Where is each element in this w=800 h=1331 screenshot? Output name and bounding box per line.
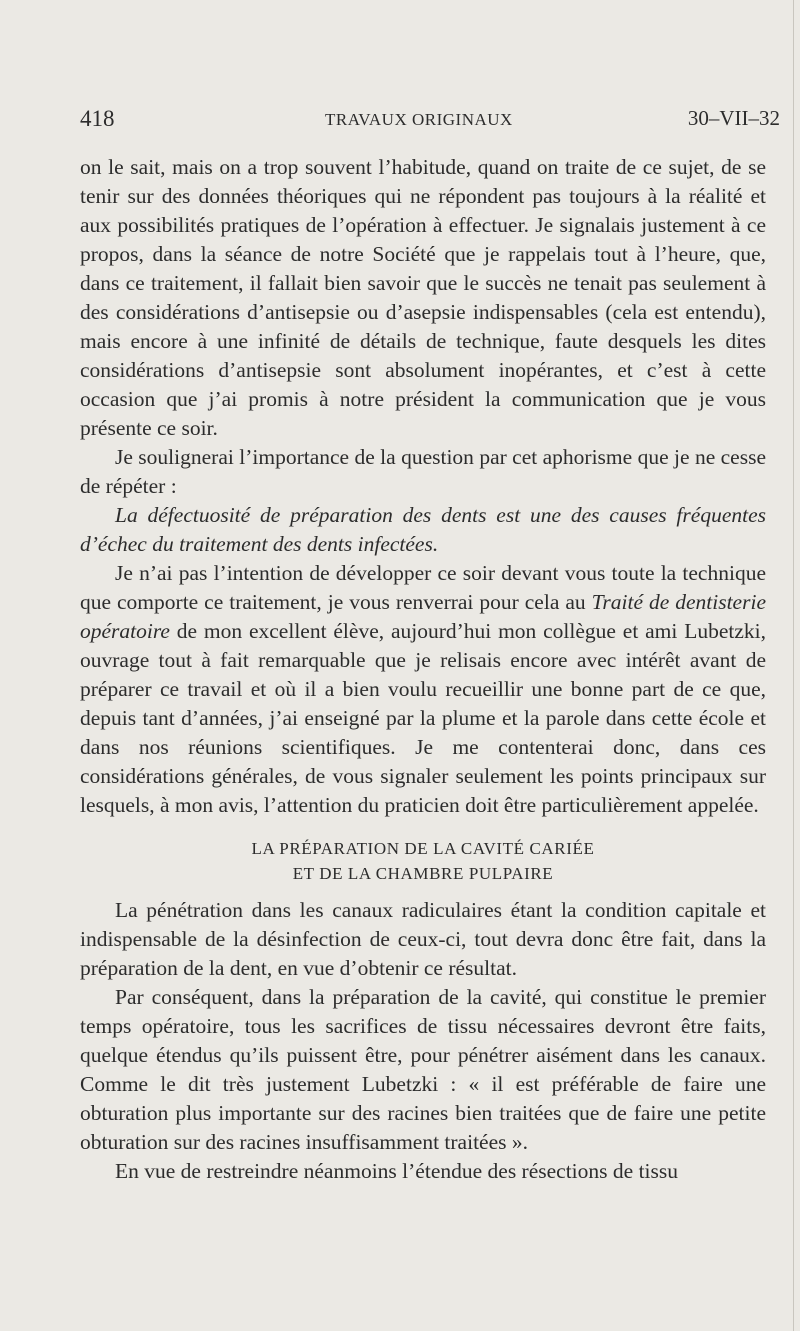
paragraph-4-end: de mon excellent élève, aujourd’hui mon collègue et ami Lubetzki, ouvrage tout à fait remarquable que je relisais encore avec intérêt avant de préparer ce travail et où il a bien voulu recueillir une bonne part de ce que, depuis tant d’années, j’ai enseigné par la plume et la parole dans cette école et dans nos réunions scientifiques. Je me contenterai donc, dans ces considérations générales, de vous signaler seulement les points principaux sur lesquels, à mon avis, l’attention du praticien doit être particulièrement appelée. [80,619,766,817]
book-title: Traité de dentisterie opératoire [80,590,766,643]
running-title: TRAVAUX ORIGINAUX [325,110,513,129]
section-heading-line-2: ET DE LA CHAMBRE PULPAIRE [292,864,554,883]
section-heading [80,836,766,886]
page-edge [793,0,794,1331]
paragraph-7: En vue de restreindre néanmoins l’étendue des résections de tissu [115,1159,678,1183]
paragraph-6: Par conséquent, dans la préparation de la cavité, qui constitue le premier temps opératoire, tous les sacrifices de tissu nécessaires devront être faits, quelque étendus qu’ils puissent être, pour pénétrer aisément dans les canaux. Comme le dit très justement Lubetzki : « il est préférable de faire une obturation plus importante sur des racines bien traitées que de faire une petite obturation sur des racines insuffisamment traitées ». [80,985,766,1154]
paragraph-4 [80,559,766,820]
body-text [80,153,766,1186]
paragraph-2: Je soulignerai l’importance de la question par cet aphorisme que je ne cesse de répéter : [80,445,766,498]
page-number: 418 [80,106,115,131]
section-heading-line-1: LA PRÉPARATION DE LA CAVITÉ CARIÉE [251,839,595,858]
paragraph-5: La pénétration dans les canaux radiculaires étant la condition capitale et indispensable de la désinfection de ceux-ci, tout devra donc être fait, dans la préparation de la dent, en vue d’obtenir ce résultat. [80,898,766,980]
running-header [80,106,780,136]
aphorism: La défectuosité de préparation des dents est une des causes fréquentes d’échec du traitement des dents infectées. [80,503,766,556]
paragraph-4-start: Je n’ai pas l’intention de développer ce soir devant vous toute la technique que comporte ce traitement, je vous renverrai pour cela au [80,561,766,614]
header-date: 30–VII–32 [687,106,780,130]
paragraph-1: on le sait, mais on a trop souvent l’habitude, quand on traite de ce sujet, de se tenir sur des données théoriques qui ne répondent pas toujours à la réalité et aux possibilités pratiques de l’opération à effectuer. Je signalais justement à ce propos, dans la séance de notre Société que je rappelais tout à l’heure, que, dans ce traitement, il fallait bien savoir que le succès ne tenait pas seulement à des considérations d’antisepsie ou d’asepsie indispensables (cela est entendu), mais encore à une infinité de détails de technique, faute desquels les dites considérations d’antisepsie sont absolument inopérantes, et c’est à cette occasion que j’ai promis à notre président la communication que je vous présente ce soir. [80,155,766,440]
